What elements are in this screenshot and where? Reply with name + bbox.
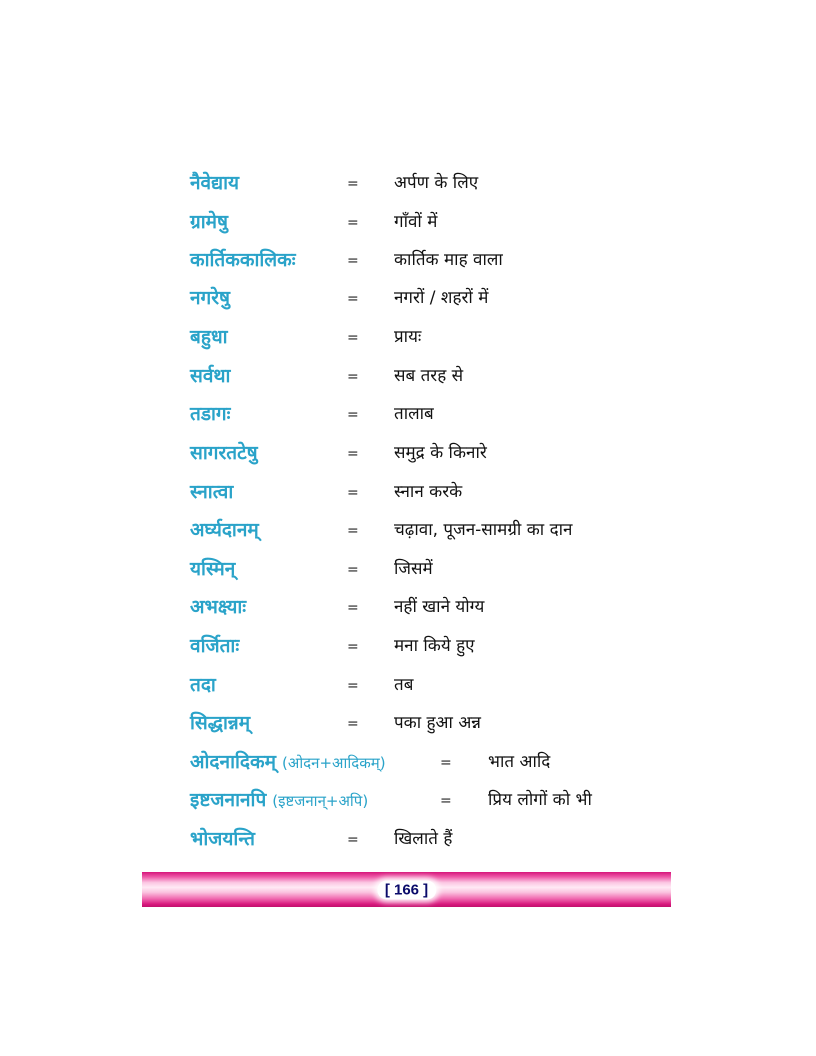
equals-sign: =	[440, 755, 452, 771]
term: अर्घ्यदानम्	[190, 519, 259, 541]
term: सागरतटेषु	[190, 442, 258, 464]
footer-band	[142, 872, 671, 907]
glossary-row	[0, 511, 816, 549]
term	[190, 743, 386, 782]
glossary-row	[0, 781, 816, 819]
glossary-row	[0, 704, 816, 742]
equals-sign: =	[347, 600, 359, 616]
term: सिद्धान्नम्	[190, 712, 251, 734]
meaning: तब	[394, 675, 414, 695]
term	[190, 781, 368, 820]
meaning: समुद्र के किनारे	[394, 443, 487, 463]
meaning: प्रायः	[394, 327, 422, 347]
term: कार्तिककालिकः	[190, 249, 296, 271]
meaning: पका हुआ अन्न	[394, 713, 482, 733]
page-number: [ 166 ]	[377, 880, 436, 899]
term: नगरेषु	[190, 287, 230, 309]
equals-sign: =	[347, 562, 359, 578]
equals-sign: =	[347, 832, 359, 848]
glossary-row	[0, 666, 816, 704]
term: नैवेद्याय	[190, 172, 240, 194]
equals-sign: =	[347, 523, 359, 539]
glossary-row	[0, 550, 816, 588]
meaning: नहीं खाने योग्य	[394, 597, 485, 617]
term: ग्रामेषु	[190, 211, 228, 233]
equals-sign: =	[347, 291, 359, 307]
meaning: सब तरह से	[394, 366, 464, 386]
meaning: प्रिय लोगों को भी	[488, 790, 592, 810]
equals-sign: =	[347, 369, 359, 385]
meaning: खिलाते हैं	[394, 829, 453, 849]
term: वर्जिताः	[190, 635, 240, 657]
meaning: नगरों / शहरों में	[394, 288, 489, 308]
equals-sign: =	[347, 176, 359, 192]
glossary-row	[0, 588, 816, 626]
meaning: चढ़ावा, पूजन-सामग्री का दान	[394, 520, 573, 540]
term-word: ओदनादिकम्	[190, 751, 276, 773]
meaning: स्नान करके	[394, 482, 463, 502]
equals-sign: =	[347, 215, 359, 231]
glossary-row	[0, 357, 816, 395]
term: बहुधा	[190, 326, 228, 348]
equals-sign: =	[440, 793, 452, 809]
equals-sign: =	[347, 330, 359, 346]
term-split-note: (इष्टजनान्+अपि)	[272, 792, 369, 810]
glossary-row	[0, 241, 816, 279]
glossary-row	[0, 434, 816, 472]
glossary-row	[0, 743, 816, 781]
meaning: कार्तिक माह वाला	[394, 250, 503, 270]
equals-sign: =	[347, 446, 359, 462]
term-split-note: (ओदन+आदिकम्)	[281, 754, 386, 772]
glossary-row	[0, 395, 816, 433]
glossary-row	[0, 203, 816, 241]
meaning: अर्पण के लिए	[394, 173, 479, 193]
term: तदा	[190, 674, 216, 696]
equals-sign: =	[347, 716, 359, 732]
term: तडागः	[190, 403, 231, 425]
term: भोजयन्ति	[190, 828, 255, 850]
equals-sign: =	[347, 678, 359, 694]
glossary-row	[0, 164, 816, 202]
term-word: इष्टजनानपि	[190, 789, 267, 811]
equals-sign: =	[347, 485, 359, 501]
glossary-row	[0, 318, 816, 356]
meaning: भात आदि	[488, 752, 551, 772]
term: अभक्ष्याः	[190, 596, 247, 618]
meaning: जिसमें	[394, 559, 433, 579]
meaning: मना किये हुए	[394, 636, 475, 656]
equals-sign: =	[347, 407, 359, 423]
glossary-row	[0, 627, 816, 665]
equals-sign: =	[347, 253, 359, 269]
term: सर्वथा	[190, 365, 231, 387]
glossary-row	[0, 473, 816, 511]
term: स्नात्वा	[190, 481, 234, 503]
glossary-row	[0, 820, 816, 858]
glossary-row	[0, 279, 816, 317]
equals-sign: =	[347, 639, 359, 655]
meaning: गाँवों में	[394, 212, 438, 232]
term: यस्मिन्	[190, 558, 236, 580]
meaning: तालाब	[394, 404, 434, 424]
